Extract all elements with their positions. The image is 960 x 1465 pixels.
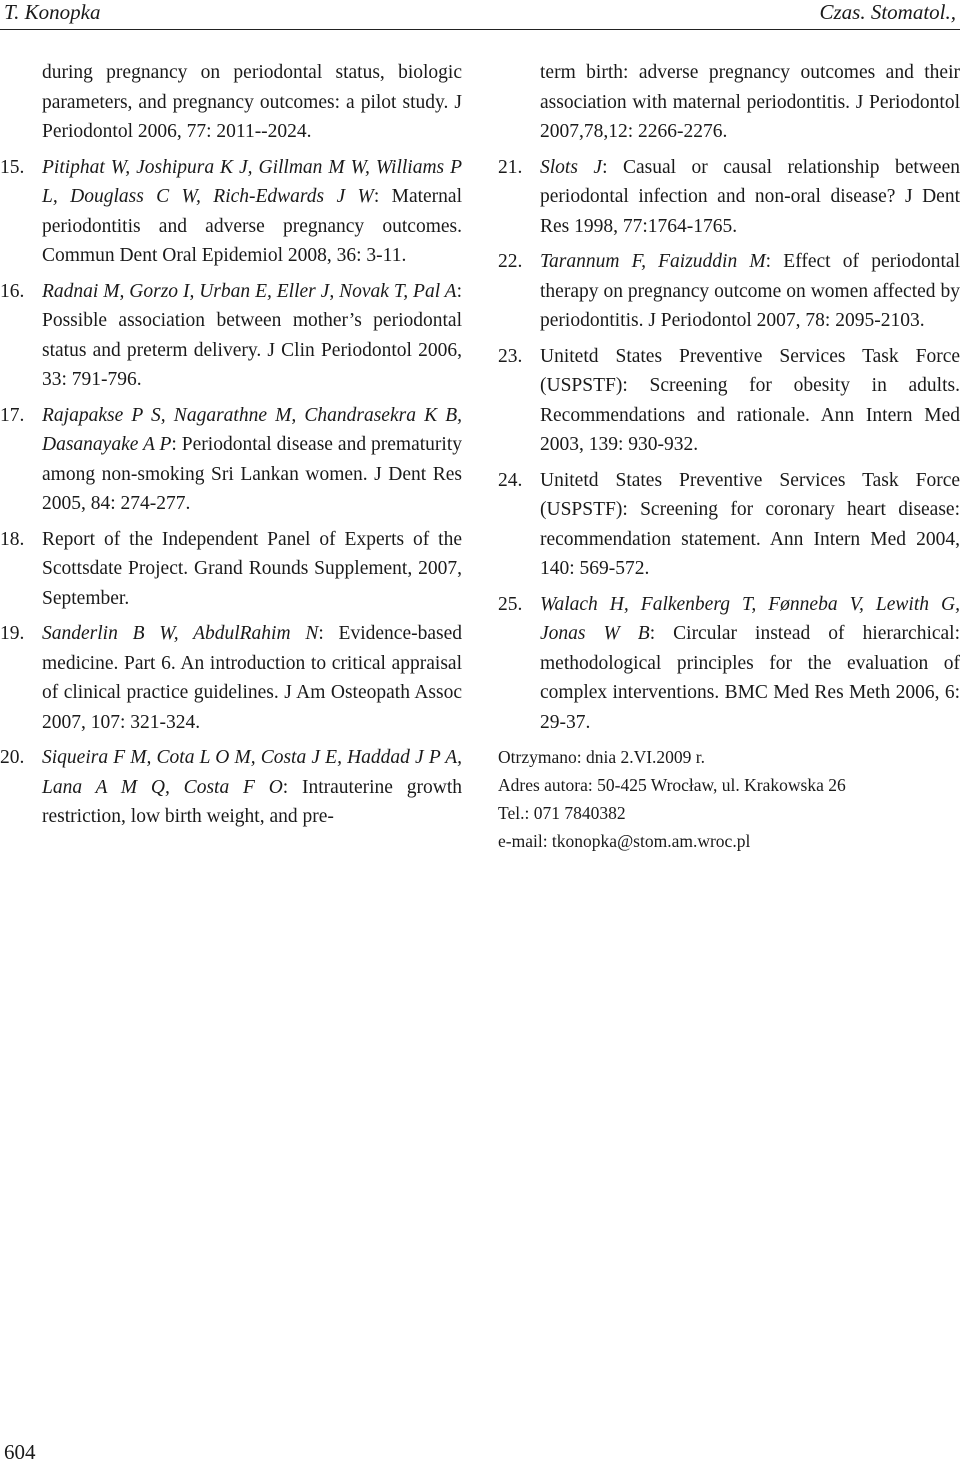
reference-item [0, 619, 462, 737]
reference-continuation: term birth: adverse pregnancy outcomes and their association with maternal periodontitis. J Periodontol 2007,78,12: 2266-2276. [540, 62, 960, 142]
reference-authors: Walach H, Falkenberg T, Fønneba V, Lewith G, Jonas W B [540, 593, 960, 644]
reference-number: 18. [0, 528, 25, 550]
page-number: 604 [4, 1440, 36, 1464]
running-header-author: T. Konopka [4, 0, 101, 24]
reference-item [0, 277, 462, 395]
author-phone: Tel.: 071 7840382 [498, 803, 626, 823]
reference-item [498, 247, 960, 336]
reference-item [0, 525, 462, 614]
article-footer [498, 743, 960, 855]
reference-item [498, 590, 960, 738]
reference-number: 21. [498, 156, 523, 178]
reference-text: : Circular instead of hierarchical: methodological principles for the evaluation of complex interventions. BMC Med Res Meth 2006, 6: 29-37. [540, 623, 960, 733]
running-header-journal: Czas. Stomatol., [819, 0, 956, 24]
reference-authors: Siqueira F M, Cota L O M, Costa J E, Haddad J P A, Lana A M Q, Costa F O [42, 747, 462, 798]
reference-text: : Casual or causal relationship between periodontal infection and non-oral disease? J Dent Res 1998, 77:1764-1765. [540, 156, 960, 237]
reference-text: Unitetd States Preventive Services Task Force (USPSTF): Screening for obesity in adults. Recommendations and rationale. Ann Intern Med 2003, 139: 930-932. [540, 345, 960, 455]
reference-number: 15. [0, 156, 25, 178]
reference-authors: Radnai M, Gorzo I, Urban E, Eller J, Novak T, Pal A [42, 280, 457, 302]
reference-text: : Evidence-based medicine. Part 6. An introduction to critical appraisal of clinical practice guidelines. J Am Osteopath Assoc 2007, 107: 321-324. [42, 623, 462, 733]
reference-item [498, 342, 960, 460]
reference-number: 19. [0, 623, 25, 644]
reference-continuation: during pregnancy on periodontal status, biologic parameters, and pregnancy outcomes: a pilot study. J Periodontol 2006, 77: 2011--2024. [42, 62, 462, 142]
right-column [498, 58, 960, 855]
reference-authors: Pitiphat W, Joshipura K J, Gillman M W, Williams P L, Douglass C W, Rich-Edwards J W [42, 156, 462, 207]
author-email: e-mail: tkonopka@stom.am.wroc.pl [498, 831, 751, 851]
reference-item [498, 466, 960, 584]
reference-text: : Maternal periodontitis and adverse pregnancy outcomes. Commun Dent Oral Epidemiol 2008, 36: 3-11. [42, 186, 462, 266]
reference-number: 17. [0, 404, 25, 426]
reference-number: 22. [498, 251, 523, 272]
reference-text: Unitetd States Preventive Services Task Force (USPSTF): Screening for coronary heart disease: recommendation statement. Ann Intern Med 2004, 140: 569-572. [540, 469, 960, 579]
reference-item [0, 153, 462, 271]
reference-number: 23. [498, 345, 523, 367]
author-address: Adres autora: 50-425 Wrocław, ul. Krakowska 26 [498, 775, 846, 795]
reference-text: : Intrauterine growth restriction, low birth weight, and pre- [42, 776, 462, 827]
reference-item [0, 401, 462, 519]
reference-authors: Tarannum F, Faizuddin M [540, 251, 766, 272]
header-rule [0, 29, 960, 30]
reference-text: : Possible association between mother’s periodontal status and preterm delivery. J Clin Periodontol 2006, 33: 791-796. [42, 280, 462, 390]
reference-number: 24. [498, 469, 523, 491]
left-column [0, 58, 462, 838]
received-date: Otrzymano: dnia 2.VI.2009 r. [498, 747, 706, 767]
reference-text: Report of the Independent Panel of Experts of the Scottsdate Project. Grand Rounds Supplement, 2007, September. [42, 528, 462, 609]
reference-text: : Effect of periodontal therapy on pregnancy outcome on women affected by periodontitis. J Periodontol 2007, 78: 2095-2103. [540, 251, 960, 331]
reference-item [498, 153, 960, 242]
reference-authors: Slots J [540, 156, 603, 178]
reference-number: 25. [498, 593, 523, 615]
reference-authors: Rajapakse P S, Nagarathne M, Chandrasekra K B, Dasanayake A P [42, 404, 462, 455]
reference-item [0, 743, 462, 832]
reference-authors: Sanderlin B W, AbdulRahim N [42, 623, 319, 644]
reference-number: 16. [0, 280, 25, 302]
reference-number: 20. [0, 747, 25, 768]
reference-text: : Periodontal disease and prematurity among non-smoking Sri Lankan women. J Dent Res 2005, 84: 274-277. [42, 434, 462, 514]
